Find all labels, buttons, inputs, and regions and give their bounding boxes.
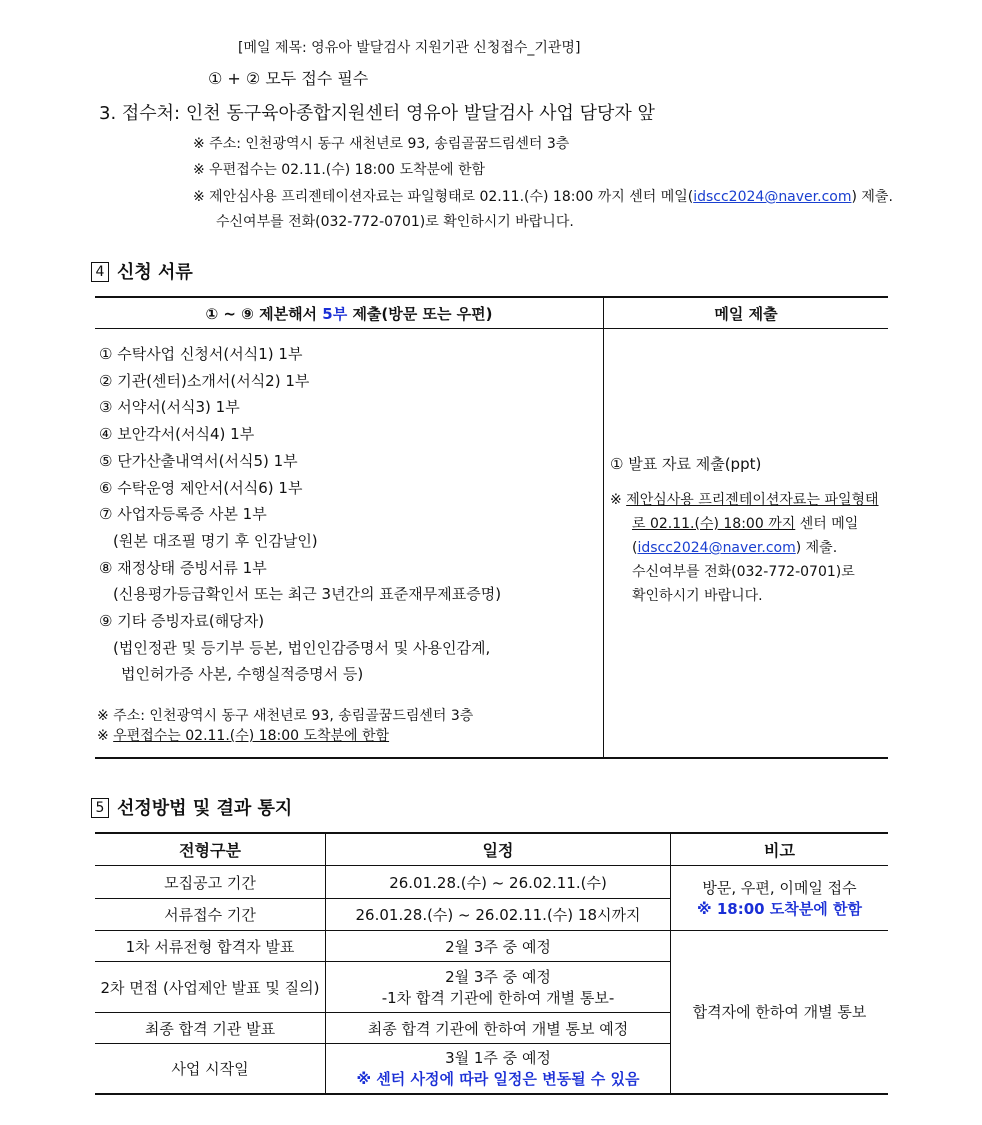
email-link[interactable]: idscc2024@naver.com <box>637 540 796 556</box>
list-item: ⑥ 수탁운영 제안서(서식6) 1부 <box>99 478 303 497</box>
list-item: (법인정관 및 등기부 등본, 법인인감증명서 및 사용인감계, <box>113 638 491 657</box>
email-link[interactable]: idscc2024@naver.com <box>693 189 852 205</box>
section4-heading <box>91 258 193 284</box>
table-row: 1차 서류전형 합격자 발표 2월 3주 중 예정 합격자에 한하여 개별 통보 <box>95 931 888 962</box>
table-row: 모집공고 기간 26.01.28.(수) ~ 26.02.11.(수) 방문, 우편, 이메일 접수 ※ 18:00 도착분에 한함 <box>95 866 888 899</box>
list-item: ⑦ 사업자등록증 사본 1부 <box>99 505 267 524</box>
list-item: (신용평가등급확인서 또는 최근 3년간의 표준재무제표증명) <box>113 585 502 604</box>
header-schedule: 일정 <box>326 833 671 866</box>
note-presentation-line2: 수신여부를 전화(032-772-0701)로 확인하시기 바랍니다. <box>216 214 574 230</box>
selection-table <box>95 832 888 1095</box>
section5-heading <box>91 794 292 820</box>
list-item: (원본 대조필 명기 후 인감날인) <box>113 531 318 550</box>
table-row: 2차 면접 (사업제안 발표 및 질의) 2월 3주 중 예정 -1차 합격 기관에 한하여 개별 통보- <box>95 962 888 1013</box>
section5-title: 선정방법 및 결과 통지 <box>117 798 293 819</box>
header-remarks: 비고 <box>671 833 889 866</box>
documents-table <box>95 296 888 759</box>
table-row: 최종 합격 기관 발표 최종 합격 기관에 한하여 개별 통보 예정 <box>95 1013 888 1044</box>
list-item: ④ 보안각서(서식4) 1부 <box>99 425 255 444</box>
section5-number: 5 <box>91 798 109 818</box>
mail-note: ※ 제안심사용 프리젠테이션자료는 파일형태 로 02.11.(수) 18:00 까지 센터 메일 (idscc2024@naver.com) 제출. 수신여부를 전화(032-772-0701)로 확인하시기 바랍니다. <box>610 492 879 604</box>
mail-submission-cell <box>604 329 889 759</box>
list-item: ③ 서약서(서식3) 1부 <box>99 398 240 417</box>
mail-subject: [메일 제목: 영유아 발달검사 지원기관 신청접수_기관명] <box>238 40 581 56</box>
foot-postal: ※ 우편접수는 02.11.(수) 18:00 도착분에 한함 <box>97 728 390 745</box>
foot-address: ※ 주소: 인천광역시 동구 새천년로 93, 송림골꿈드림센터 3층 <box>97 708 474 725</box>
note-postal: ※ 우편접수는 02.11.(수) 18:00 도착분에 한함 <box>193 162 486 178</box>
note-presentation: ※ 제안심사용 프리젠테이션자료는 파일형태로 02.11.(수) 18:00 까지 센터 메일(idscc2024@naver.com) 제출. <box>193 189 893 205</box>
copies-highlight: 5부 <box>322 304 348 323</box>
list-item: ⑨ 기타 증빙자료(해당자) <box>99 612 265 631</box>
documents-list-cell <box>95 329 604 759</box>
section3-title: 3. 접수처: 인천 동구육아종합지원센터 영유아 발달검사 사업 담당자 앞 <box>99 103 655 124</box>
section4-title: 신청 서류 <box>117 262 193 283</box>
note-address: ※ 주소: 인천광역시 동구 새천년로 93, 송림골꿈드림센터 3층 <box>193 136 570 152</box>
table-row: 사업 시작일 3월 1주 중 예정 ※ 센터 사정에 따라 일정은 변동될 수 있음 <box>95 1044 888 1094</box>
both-required: ① + ② 모두 접수 필수 <box>208 69 369 88</box>
list-item: ⑤ 단가산출내역서(서식5) 1부 <box>99 451 298 470</box>
list-item: ⑧ 재정상태 증빙서류 1부 <box>99 558 267 577</box>
list-item: ② 기관(센터)소개서(서식2) 1부 <box>99 371 310 390</box>
table-row: 서류접수 기간 26.01.28.(수) ~ 26.02.11.(수) 18시까지 <box>95 899 888 931</box>
remarks-notice: 합격자에 한하여 개별 통보 <box>671 931 889 1094</box>
section4-number: 4 <box>91 262 109 282</box>
list-item: 법인허가증 사본, 수행실적증명서 등) <box>121 665 364 684</box>
header-category: 전형구분 <box>95 833 326 866</box>
mail-item: ① 발표 자료 제출(ppt) <box>610 455 762 473</box>
remarks-reception: 방문, 우편, 이메일 접수 ※ 18:00 도착분에 한함 <box>671 866 889 931</box>
documents-col1-header: ① ~ ⑨ 제본해서 5부 제출(방문 또는 우편) <box>95 297 604 329</box>
list-item: ① 수탁사업 신청서(서식1) 1부 <box>99 345 303 363</box>
documents-col2-header: 메일 제출 <box>604 297 889 329</box>
